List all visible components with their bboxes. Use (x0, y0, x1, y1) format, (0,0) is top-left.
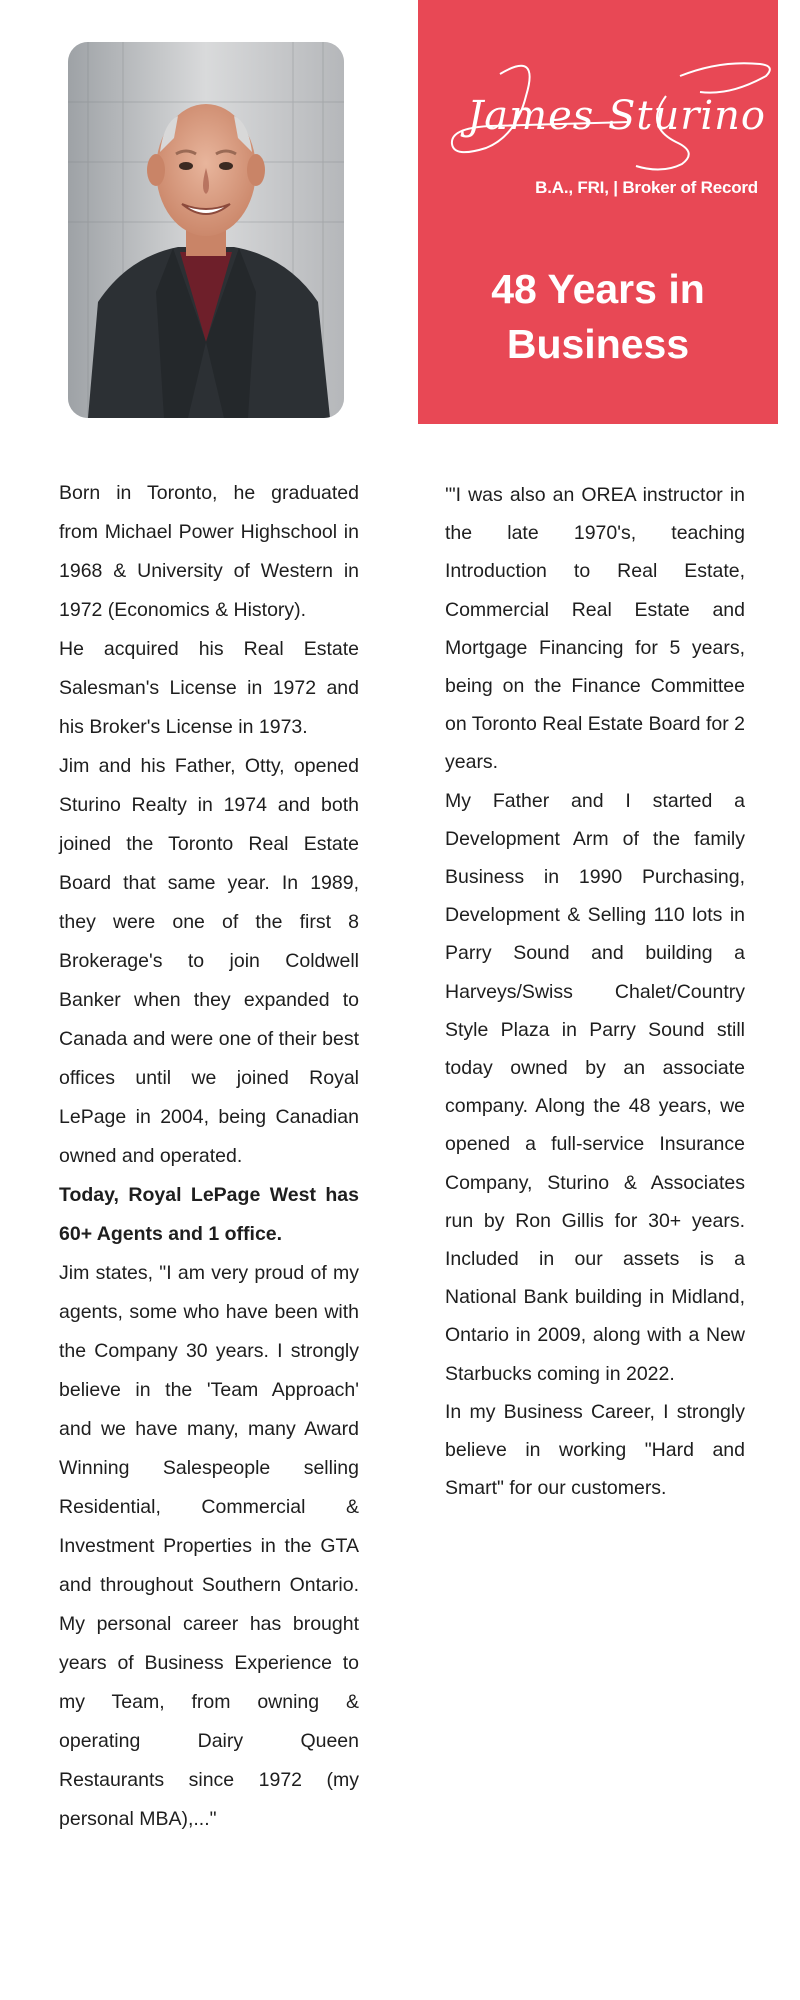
portrait-photo (68, 42, 344, 418)
signature-logo (430, 56, 778, 176)
headline (418, 262, 778, 372)
paragraph: In my Business Career, I strongly believe in working "Hard and Smart" for our customers. (445, 1400, 745, 1500)
right-column (445, 476, 745, 1507)
highlight-paragraph: Today, Royal LePage West has 60+ Agents and 1 office. (59, 1184, 359, 1245)
paragraph: Born in Toronto, he graduated from Michael Power Highschool in 1968 & University of Western in 1972 (Economics & History). (59, 482, 359, 621)
paragraph: He acquired his Real Estate Salesman's License in 1972 and his Broker's License in 1973. (59, 638, 359, 738)
hero-panel (418, 0, 778, 424)
paragraph: Jim and his Father, Otty, opened Sturino Realty in 1974 and both joined the Toronto Real Estate Board that same year. In 1989, they were one of the first 8 Brokerage's to join Coldwell Banker when they expanded to Canada and were one of their best offices until we joined Royal LePage in 2004, being Canadian owned and operated. (59, 755, 359, 1167)
headline-line-2: Business (506, 321, 690, 367)
quote-paragraph: Jim states, "I am very proud of my agents, some who have been with the Company 30 years. I strongly believe in the 'Team Approach' and we have many, many Award Winning Salespeople selling Residential, Commercial & Investment Properties in the GTA and throughout Southern Ontario. My personal career has brought years of Business Experience to my Team, from owning & operating Dairy Queen Restaurants since 1972 (my personal MBA),..." (59, 1262, 359, 1830)
portrait-illustration (68, 42, 344, 418)
signature-name: James Sturino (467, 93, 766, 139)
left-column (59, 474, 359, 1839)
credentials: B.A., FRI, | Broker of Record (535, 178, 758, 197)
headline-line-1: 48 Years in (491, 266, 705, 312)
quote-paragraph: '"I was also an OREA instructor in the late 1970's, teaching Introduction to Real Estate, Commercial Real Estate and Mortgage Financing for 5 years, being on the Finance Committee on Toronto Real Estate Board for 2 years. (445, 484, 745, 774)
paragraph: My Father and I started a Development Arm of the family Business in 1990 Purchasing, Development & Selling 110 lots in Parry Sound and building a Harveys/Swiss Chalet/Country Style Plaza in Parry Sound still today owned by an associate company. Along the 48 years, we opened a full-service Insurance Company, Sturino & Associates run by Ron Gillis for 30+ years. Included in our assets is a National Bank building in Midland, Ontario in 2009, along with a New Starbucks coming in 2022. (445, 789, 745, 1385)
